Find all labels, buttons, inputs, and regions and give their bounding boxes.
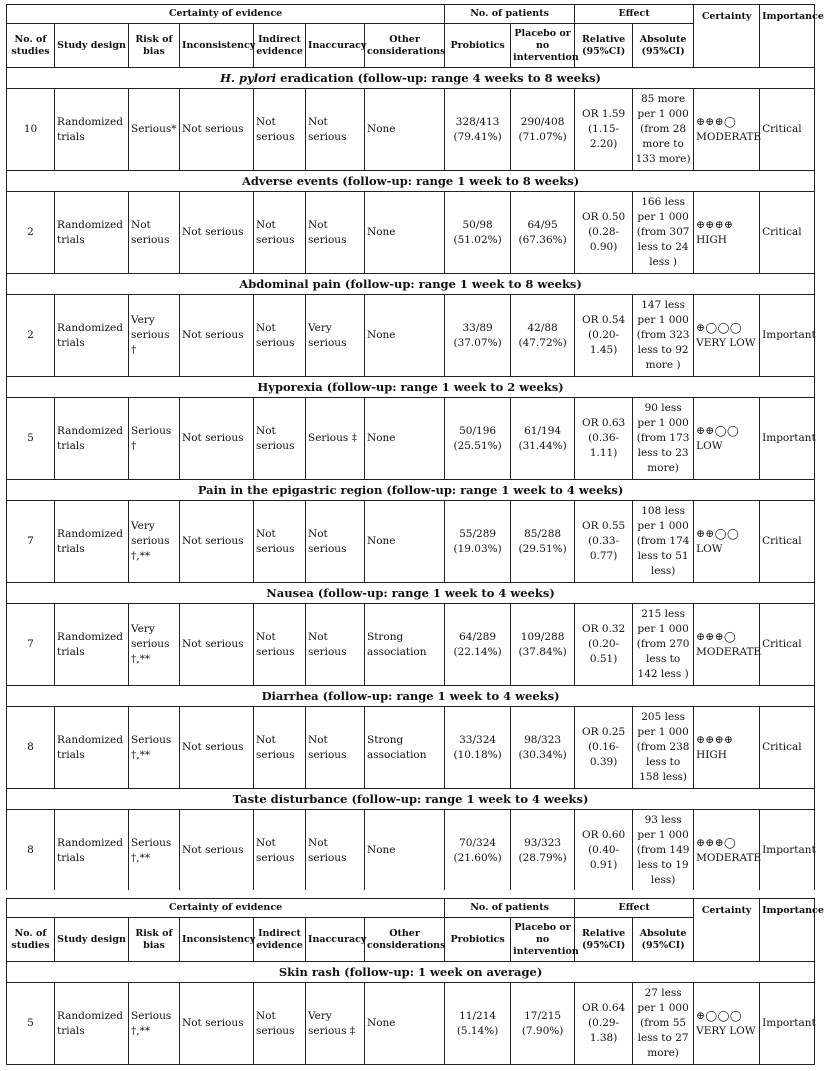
cell-certainty: [694, 707, 760, 789]
cell-inaccuracy: Not serious: [306, 192, 365, 274]
cell-indirect-evidence: Not serious: [254, 983, 306, 1065]
table-row: [7, 810, 815, 892]
outcome-title: [7, 583, 815, 604]
certainty-label: HIGH: [696, 233, 727, 246]
certainty-rating-icon: ⊕⊕⊕◯: [696, 836, 737, 849]
cell-risk-of-bias: Serious †,**: [129, 810, 180, 892]
cell-study-design: Randomized trials: [55, 295, 129, 377]
cell-certainty: [694, 192, 760, 274]
cell-certainty: [694, 89, 760, 171]
table-row: [7, 295, 815, 377]
outcome-title-text: Nausea (follow-up: range 1 week to 4 weeks): [266, 586, 555, 600]
certainty-rating-icon: ⊕⊕◯◯: [696, 424, 740, 437]
cell-other-considerations: None: [365, 501, 445, 583]
outcome-title: [7, 962, 815, 983]
header-relative: Relative (95%CI): [575, 24, 633, 68]
cell-other-considerations: None: [365, 810, 445, 892]
cell-relative: OR 0.60 (0.40-0.91): [575, 810, 633, 892]
certainty-rating-icon: ⊕⊕⊕◯: [696, 630, 737, 643]
cell-indirect-evidence: Not serious: [254, 707, 306, 789]
cell-indirect-evidence: Not serious: [254, 295, 306, 377]
outcome-title-italic: H. pylori: [220, 71, 277, 85]
grade-evidence-table: [6, 4, 824, 892]
cell-no-of-studies: 5: [7, 983, 55, 1065]
header-risk-of-bias: Risk of bias: [129, 918, 180, 962]
outcome-title: [7, 686, 815, 707]
cell-risk-of-bias: Very serious †,**: [129, 604, 180, 686]
cell-certainty: [694, 398, 760, 480]
header-no-of-studies: No. of studies: [7, 918, 55, 962]
cell-indirect-evidence: Not serious: [254, 604, 306, 686]
cell-inconsistency: Not serious: [180, 604, 254, 686]
header-probiotics: Probiotics: [445, 24, 511, 68]
cell-no-of-studies: 2: [7, 295, 55, 377]
header-no-of-studies: No. of studies: [7, 24, 55, 68]
cell-probiotics: 11/214 (5.14%): [445, 983, 511, 1065]
cell-no-of-studies: 8: [7, 707, 55, 789]
cell-study-design: Randomized trials: [55, 398, 129, 480]
header-inaccuracy: Inaccuracy: [306, 918, 365, 962]
outcome-title-row: [7, 583, 815, 604]
cell-risk-of-bias: Very serious †,**: [129, 501, 180, 583]
cell-no-of-studies: 7: [7, 604, 55, 686]
outcome-title-row: [7, 68, 815, 89]
certainty-label: HIGH: [696, 748, 727, 761]
cell-probiotics: 33/324 (10.18%): [445, 707, 511, 789]
outcome-title-row: [7, 686, 815, 707]
page-break: [0, 890, 820, 898]
certainty-label: MODERATE: [696, 645, 762, 658]
cell-probiotics: 33/89 (37.07%): [445, 295, 511, 377]
header-study-design: Study design: [55, 24, 129, 68]
cell-certainty: [694, 983, 760, 1065]
cell-absolute: 166 less per 1 000 (from 307 less to 24 less ): [633, 192, 694, 274]
cell-placebo: 61/194 (31.44%): [511, 398, 575, 480]
cell-importance: Critical: [760, 604, 815, 686]
cell-probiotics: 64/289 (22.14%): [445, 604, 511, 686]
cell-study-design: Randomized trials: [55, 983, 129, 1065]
outcome-title-row: [7, 962, 815, 983]
certainty-label: VERY LOW: [696, 1024, 756, 1037]
header-relative: Relative (95%CI): [575, 918, 633, 962]
cell-placebo: 109/288 (37.84%): [511, 604, 575, 686]
cell-importance: Important: [760, 983, 815, 1065]
outcome-title-text: Adverse events (follow-up: range 1 week to 8 weeks): [241, 174, 580, 188]
cell-relative: OR 0.64 (0.29-1.38): [575, 983, 633, 1065]
cell-certainty: [694, 810, 760, 892]
certainty-rating-icon: ⊕◯◯◯: [696, 321, 743, 334]
cell-absolute: 205 less per 1 000 (from 238 less to 158 less): [633, 707, 694, 789]
cell-no-of-studies: 10: [7, 89, 55, 171]
cell-inconsistency: Not serious: [180, 398, 254, 480]
cell-inconsistency: Not serious: [180, 192, 254, 274]
cell-risk-of-bias: Not serious: [129, 192, 180, 274]
header-placebo: Placebo or no intervention: [511, 24, 575, 68]
header-absolute: Absolute (95%CI): [633, 918, 694, 962]
table-row: [7, 192, 815, 274]
header-indirect-evidence: Indirect evidence: [254, 918, 306, 962]
outcome-title-row: [7, 789, 815, 810]
outcome-title: [7, 480, 815, 501]
cell-inconsistency: Not serious: [180, 295, 254, 377]
cell-study-design: Randomized trials: [55, 89, 129, 171]
outcome-title-text: Hyporexia (follow-up: range 1 week to 2 weeks): [257, 380, 564, 394]
table-row: [7, 398, 815, 480]
outcome-title-row: [7, 171, 815, 192]
certainty-rating-icon: ⊕⊕◯◯: [696, 527, 740, 540]
outcome-title-text: Abdominal pain (follow-up: range 1 week to 8 weeks): [239, 277, 582, 291]
cell-indirect-evidence: Not serious: [254, 192, 306, 274]
cell-importance: Critical: [760, 192, 815, 274]
outcome-title: [7, 68, 815, 89]
table-header: [7, 5, 824, 68]
cell-risk-of-bias: Serious †,**: [129, 983, 180, 1065]
cell-indirect-evidence: Not serious: [254, 89, 306, 171]
cell-probiotics: 328/413 (79.41%): [445, 89, 511, 171]
table-row: [7, 707, 815, 789]
header-inaccuracy: Inaccuracy: [306, 24, 365, 68]
cell-inaccuracy: Serious ‡: [306, 398, 365, 480]
cell-relative: OR 0.25 (0.16-0.39): [575, 707, 633, 789]
header-indirect-evidence: Indirect evidence: [254, 24, 306, 68]
header-probiotics: Probiotics: [445, 918, 511, 962]
cell-inconsistency: Not serious: [180, 501, 254, 583]
cell-study-design: Randomized trials: [55, 604, 129, 686]
cell-inaccuracy: Very serious ‡: [306, 983, 365, 1065]
certainty-label: MODERATE: [696, 130, 762, 143]
outcome-title-text: eradication (follow-up: range 4 weeks to 8 weeks): [276, 71, 601, 85]
cell-study-design: Randomized trials: [55, 810, 129, 892]
cell-inaccuracy: Not serious: [306, 810, 365, 892]
cell-relative: OR 0.63 (0.36-1.11): [575, 398, 633, 480]
header-no-of-patients: No. of patients: [445, 899, 575, 918]
outcome-title: [7, 789, 815, 810]
header-inconsistency: Inconsistency: [180, 918, 254, 962]
header-study-design: Study design: [55, 918, 129, 962]
header-effect: Effect: [575, 899, 694, 918]
cell-other-considerations: None: [365, 398, 445, 480]
cell-other-considerations: None: [365, 295, 445, 377]
header-absolute: Absolute (95%CI): [633, 24, 694, 68]
cell-indirect-evidence: Not serious: [254, 398, 306, 480]
outcome-title-text: Diarrhea (follow-up: range 1 week to 4 weeks): [261, 689, 560, 703]
cell-absolute: 85 more per 1 000 (from 28 more to 133 more): [633, 89, 694, 171]
cell-probiotics: 55/289 (19.03%): [445, 501, 511, 583]
certainty-rating-icon: ⊕⊕⊕◯: [696, 115, 737, 128]
cell-certainty: [694, 501, 760, 583]
header-other-considerations: Other considerations: [365, 918, 445, 962]
cell-inaccuracy: Not serious: [306, 501, 365, 583]
header-certainty-of-evidence: Certainty of evidence: [7, 5, 445, 24]
cell-inaccuracy: Not serious: [306, 89, 365, 171]
cell-study-design: Randomized trials: [55, 501, 129, 583]
cell-placebo: 85/288 (29.51%): [511, 501, 575, 583]
cell-probiotics: 50/98 (51.02%): [445, 192, 511, 274]
header-risk-of-bias: Risk of bias: [129, 24, 180, 68]
cell-other-considerations: None: [365, 89, 445, 171]
header-other-considerations: Other considerations: [365, 24, 445, 68]
grade-evidence-table-continued: [6, 898, 824, 1065]
cell-relative: OR 0.55 (0.33-0.77): [575, 501, 633, 583]
certainty-label: LOW: [696, 542, 723, 555]
header-certainty: Certainty: [694, 899, 760, 962]
cell-importance: Important: [760, 398, 815, 480]
outcome-title-text: Skin rash (follow-up: 1 week on average): [278, 965, 543, 979]
certainty-label: VERY LOW: [696, 336, 756, 349]
cell-absolute: 93 less per 1 000 (from 149 less to 19 less): [633, 810, 694, 892]
table-header-repeat: [7, 899, 824, 962]
header-importance: Importance: [760, 899, 815, 962]
table-row: [7, 983, 815, 1065]
outcome-title: [7, 274, 815, 295]
cell-probiotics: 50/196 (25.51%): [445, 398, 511, 480]
cell-indirect-evidence: Not serious: [254, 810, 306, 892]
cell-absolute: 147 less per 1 000 (from 323 less to 92 more ): [633, 295, 694, 377]
certainty-label: MODERATE: [696, 851, 762, 864]
cell-importance: Important: [760, 810, 815, 892]
header-certainty: Certainty: [694, 5, 760, 68]
table-body: [7, 68, 815, 892]
certainty-rating-icon: ⊕◯◯◯: [696, 1009, 743, 1022]
cell-relative: OR 0.32 (0.20-0.51): [575, 604, 633, 686]
cell-study-design: Randomized trials: [55, 707, 129, 789]
header-placebo: Placebo or no intervention: [511, 918, 575, 962]
cell-certainty: [694, 604, 760, 686]
outcome-title: [7, 171, 815, 192]
header-certainty-of-evidence: Certainty of evidence: [7, 899, 445, 918]
cell-no-of-studies: 5: [7, 398, 55, 480]
cell-no-of-studies: 8: [7, 810, 55, 892]
cell-importance: Critical: [760, 89, 815, 171]
cell-inconsistency: Not serious: [180, 707, 254, 789]
cell-other-considerations: None: [365, 983, 445, 1065]
table-row: [7, 89, 815, 171]
header-inconsistency: Inconsistency: [180, 24, 254, 68]
cell-importance: Critical: [760, 501, 815, 583]
cell-inconsistency: Not serious: [180, 983, 254, 1065]
cell-placebo: 17/215 (7.90%): [511, 983, 575, 1065]
cell-inaccuracy: Very serious: [306, 295, 365, 377]
cell-importance: Important: [760, 295, 815, 377]
cell-inaccuracy: Not serious: [306, 707, 365, 789]
cell-absolute: 27 less per 1 000 (from 55 less to 27 more): [633, 983, 694, 1065]
cell-placebo: 64/95 (67.36%): [511, 192, 575, 274]
cell-relative: OR 1.59 (1.15-2.20): [575, 89, 633, 171]
cell-placebo: 93/323 (28.79%): [511, 810, 575, 892]
cell-no-of-studies: 7: [7, 501, 55, 583]
cell-other-considerations: None: [365, 192, 445, 274]
cell-indirect-evidence: Not serious: [254, 501, 306, 583]
cell-risk-of-bias: Serious †,**: [129, 707, 180, 789]
cell-placebo: 42/88 (47.72%): [511, 295, 575, 377]
cell-inaccuracy: Not serious: [306, 604, 365, 686]
outcome-title: [7, 377, 815, 398]
cell-absolute: 90 less per 1 000 (from 173 less to 23 more): [633, 398, 694, 480]
cell-risk-of-bias: Serious †: [129, 398, 180, 480]
cell-placebo: 290/408 (71.07%): [511, 89, 575, 171]
cell-inconsistency: Not serious: [180, 89, 254, 171]
certainty-label: LOW: [696, 439, 723, 452]
outcome-title-text: Pain in the epigastric region (follow-up: range 1 week to 4 weeks): [197, 483, 624, 497]
cell-risk-of-bias: Serious*: [129, 89, 180, 171]
cell-relative: OR 0.50 (0.28-0.90): [575, 192, 633, 274]
header-effect: Effect: [575, 5, 694, 24]
cell-probiotics: 70/324 (21.60%): [445, 810, 511, 892]
cell-certainty: [694, 295, 760, 377]
certainty-rating-icon: ⊕⊕⊕⊕: [696, 218, 734, 231]
outcome-title-row: [7, 274, 815, 295]
cell-other-considerations: Strong association: [365, 604, 445, 686]
outcome-title-row: [7, 480, 815, 501]
cell-absolute: 108 less per 1 000 (from 174 less to 51 less): [633, 501, 694, 583]
table-row: [7, 501, 815, 583]
cell-absolute: 215 less per 1 000 (from 270 less to 142 less ): [633, 604, 694, 686]
cell-other-considerations: Strong association: [365, 707, 445, 789]
cell-study-design: Randomized trials: [55, 192, 129, 274]
outcome-title-row: [7, 377, 815, 398]
cell-placebo: 98/323 (30.34%): [511, 707, 575, 789]
cell-risk-of-bias: Very serious †: [129, 295, 180, 377]
cell-inconsistency: Not serious: [180, 810, 254, 892]
header-importance: Importance: [760, 5, 815, 68]
certainty-rating-icon: ⊕⊕⊕⊕: [696, 733, 734, 746]
table-row: [7, 604, 815, 686]
table-body-continued: [7, 962, 815, 1065]
cell-importance: Critical: [760, 707, 815, 789]
cell-no-of-studies: 2: [7, 192, 55, 274]
outcome-title-text: Taste disturbance (follow-up: range 1 week to 4 weeks): [232, 792, 589, 806]
cell-relative: OR 0.54 (0.20-1.45): [575, 295, 633, 377]
header-no-of-patients: No. of patients: [445, 5, 575, 24]
